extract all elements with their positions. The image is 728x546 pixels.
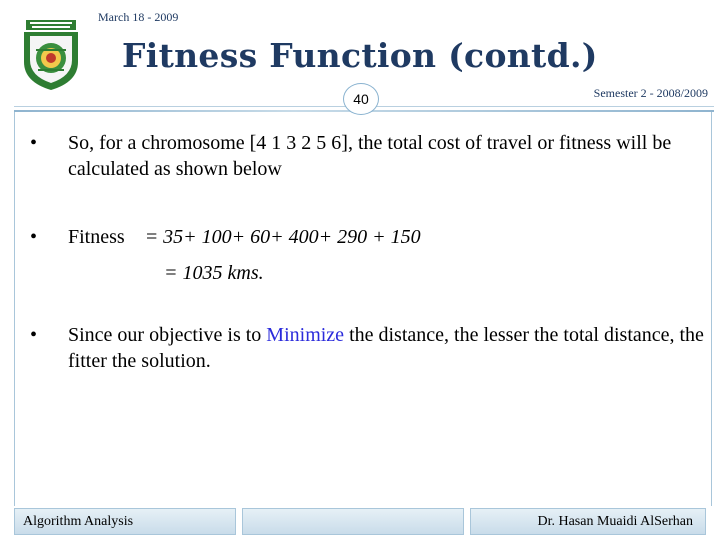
bullet-text: So, for a chromosome [4 1 3 2 5 6], the total cost of travel or fitness will be calculated as shown below (68, 132, 672, 180)
footer-middle (242, 508, 464, 535)
fitness-label: Fitness (68, 226, 125, 248)
semester-label: Semester 2 - 2008/2009 (593, 86, 708, 100)
bullet-item (30, 130, 708, 182)
slide-title: Fitness Function (contd.) (122, 36, 598, 75)
bullet-item-fitness (30, 224, 708, 250)
bullet-dot: • (30, 226, 38, 248)
university-logo (20, 20, 82, 90)
page-number-badge: 40 (343, 83, 379, 115)
bullet-dot: • (30, 132, 38, 154)
footer-author: Dr. Hasan Muaidi AlSerhan (470, 508, 706, 535)
highlight-word: Minimize (266, 324, 345, 346)
fitness-result: = 1035 kms. (164, 262, 264, 284)
footer-course: Algorithm Analysis (14, 508, 236, 535)
bullet-text-pre: Since our objective is to (68, 324, 262, 346)
bullet-dot: • (30, 324, 38, 346)
bullet-item (30, 322, 708, 374)
bullet-text-post: the distance, the lesser the total distance, the fitter the solution. (68, 324, 704, 372)
slide-footer (14, 508, 712, 535)
slide-date: March 18 - 2009 (98, 10, 179, 24)
fitness-expression: = 35+ 100+ 60+ 400+ 290 + 150 (144, 226, 421, 248)
